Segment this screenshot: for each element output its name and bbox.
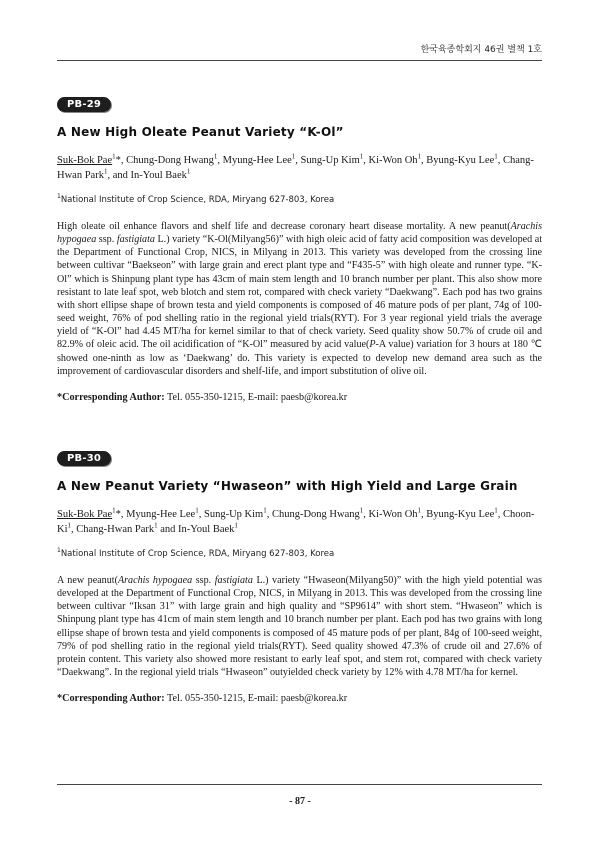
author-name: , Myung-Hee Lee	[217, 155, 292, 166]
author-name: , Chung-Dong Hwang	[120, 155, 214, 166]
author-name: , Myung-Hee Lee	[120, 509, 196, 520]
author-name: , Sung-Up Kim	[198, 509, 264, 520]
author-name: , Chung-Dong Hwang	[266, 509, 360, 520]
article-badge: PB-30	[57, 451, 111, 466]
footer-divider	[57, 784, 542, 785]
author-name: , Ki-Won Oh	[363, 509, 418, 520]
author-name: , Sung-Up Kim	[295, 155, 360, 166]
article-title: A New Peanut Variety “Hwaseon” with High Yield and Large Grain	[57, 479, 518, 493]
author-name: , Chang-Hwan Park	[57, 155, 534, 181]
article-title: A New High Oleate Peanut Variety “K-Ol”	[57, 125, 344, 139]
author-list: Suk-Bok Pae$^1$*, Chung-Dong Hwang$^1$, Myung-Hee Lee$^1$, Sung-Up Kim$^1$, Ki-Won Oh$^1$, Byung-Kyu Lee$^1$, Chang-Hwan Park$^1$, and In-Youl Baek$^1$	[57, 152, 534, 181]
author-name: , and In-Youl Baek	[107, 170, 187, 181]
abstract-text: A new peanut(Arachis hypogaea ssp. fastigiata L.) variety “Hwaseon(Milyang50)” with the high yield potential was developed at the Department of Functional Crop, NICS, in Milyang in 2013. This was developed from the crossing line between cultivar “Iksan 31” with large grain and high quality and “SP9614” with short stem. “Hwaseon” which is Shinpung plant type has 41cm of main stem length and 10 branch number per plant. Each pod has two grains with long ellipse shape of brown testa and yield components is composed of 45 mature pods of per plant, 84g of 100-seed weight, 79% of pod shelling ratio in the regional yield trials(RYT). Seed quality showed 47.3% of crude oil and 27.6% of protein content. This variety also showed more resistant to early leaf spot, and stem rot, compared with check variety “Daekwang”. In the regional yield trials “Hwaseon” outyielded check variety by 12% with 4.78 MT/ha for kernel.	[57, 575, 542, 679]
author-name: , Byung-Kyu Lee	[421, 509, 495, 520]
corresponding-author: *Corresponding Author: Tel. 055-350-1215, E-mail: paesb@korea.kr	[57, 693, 348, 705]
article-badge: PB-29	[57, 97, 111, 112]
article-pb30	[57, 448, 542, 704]
page-number: - 87 -	[289, 796, 311, 807]
author-name: , Byung-Kyu Lee	[421, 155, 495, 166]
affiliation: $^1$National Institute of Crop Science, RDA, Miryang 627-803, Korea	[57, 547, 335, 559]
article-pb29	[57, 94, 542, 403]
author-name: , Ki-Won Oh	[363, 155, 418, 166]
author-name: , Chang-Hwan Park	[71, 524, 155, 535]
abstract-text: High oleate oil enhance flavors and shelf life and decrease coronary heart disease mortality. A new peanut(Arachis hypogaea ssp. fastigiata L.) variety “K-Ol(Milyang56)” with high oleic acid of fatty acid composition was developed at the Department of Functional Crop, NICS, in Milyang in 2013. This variety was developed from the crossing line between cultivar “Baekseon” with large grain and erect plant type and “F435-5” with high oleate and runner type. “K-Ol” which is Shinpung plant type has 43cm of main stem length and 10 branch number per plant. This also show more resistant to late leaf spot, web blotch and stem rot, compared with check variety “Daekwang”. Each pod has two grains with short ellipse shape of brown testa and yield components is composed of 46 mature pods of per plant, 74g of 100-seed weight, 76% of pod shelling ratio in the regional yield trials(RYT). For 3 year regional yield trials the average yield of “K-Ol” had 4.45 MT/ha for kernel similar to that of check variety. Seed quality show 50.7% of crude oil and 82.9% of oleic acid. The oil acidification of “K-Ol” measured by acid value(P-A value) variation for 3 hours at 180 ℃ showed one-ninth as low as ‘Daekwang’ do. This variety is expected to develop new demand area such as the improvement of cardiovascular disorders and shelf-life, and import substitution of olive oil.	[57, 221, 543, 377]
journal-header: 한국육종학회지 46권 별책 1호	[420, 45, 542, 55]
header-divider	[57, 60, 542, 61]
author-name: and In-Youl Baek	[157, 524, 235, 535]
author-name: Suk-Bok Pae	[57, 155, 113, 166]
affiliation: $^1$National Institute of Crop Science, RDA, Miryang 627-803, Korea	[57, 193, 335, 205]
author-name: Suk-Bok Pae	[57, 509, 113, 520]
corresponding-author: *Corresponding Author: Tel. 055-350-1215, E-mail: paesb@korea.kr	[57, 391, 348, 403]
author-name: , Choon-Ki	[57, 509, 535, 535]
author-list: Suk-Bok Pae$^1$*, Myung-Hee Lee$^1$, Sung-Up Kim$^1$, Chung-Dong Hwang$^1$, Ki-Won Oh$^1$, Byung-Kyu Lee$^1$, Choon-Ki$^1$, Chang-Hwan Park$^1$ and In-Youl Baek$^1$	[57, 506, 535, 535]
